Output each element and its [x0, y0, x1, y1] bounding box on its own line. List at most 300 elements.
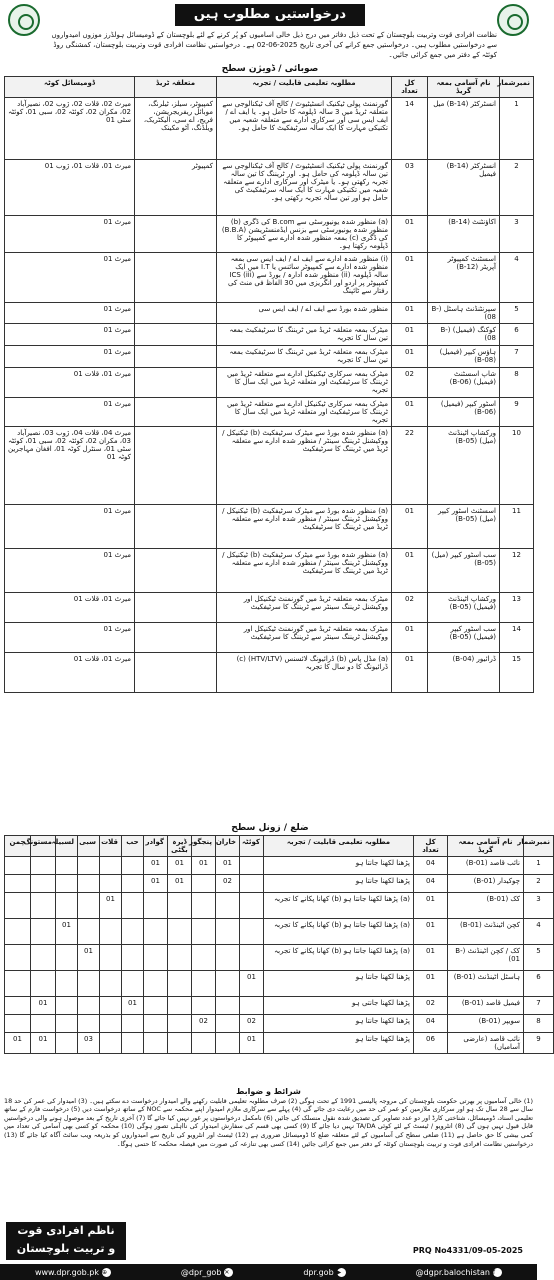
district-quota-cell	[56, 997, 78, 1015]
district-column-header: خاران	[216, 836, 240, 857]
provincial-cell-count: 22	[392, 427, 428, 505]
provincial-cell-quota: میرٹ 01	[5, 324, 135, 346]
district-cell-qual: پڑھنا لکھنا جانتا ہو	[264, 857, 414, 875]
provincial-column-header: نام آسامی بمعہ گریڈ	[428, 77, 500, 98]
provincial-cell-quota: میرٹ 01	[5, 253, 135, 303]
provincial-cell-quota: میرٹ 01	[5, 216, 135, 253]
provincial-cell-trade: کمپیوٹر، سیلز، ٹیلرنگ، موبائل ریفریجریشن، فریج، اے سی، الیکٹریک، ویلڈنگ، آٹو مکینک	[135, 98, 217, 160]
district-cell-post: سویپر (B-01)	[448, 1015, 524, 1033]
district-cell-no: 8	[524, 1015, 554, 1033]
district-quota-cell	[122, 945, 144, 971]
district-cell-post: فیمیل قاصد (B-01)	[448, 997, 524, 1015]
district-row	[5, 919, 554, 945]
district-quota-cell	[78, 857, 100, 875]
provincial-cell-count: 01	[392, 303, 428, 324]
provincial-cell-no: 3	[500, 216, 534, 253]
district-cell-no: 2	[524, 875, 554, 893]
stamp-line-2: و تربیت بلوچستان	[16, 1242, 116, 1255]
provincial-cell-count: 01	[392, 216, 428, 253]
provincial-cell-trade	[135, 303, 217, 324]
district-quota-cell	[100, 945, 122, 971]
provincial-cell-post: کوکنگ (فیمیل) (B-08)	[428, 324, 500, 346]
district-column-header: حب	[122, 836, 144, 857]
provincial-cell-count: 01	[392, 253, 428, 303]
provincial-cell-count: 02	[392, 368, 428, 398]
provincial-cell-qual: (a) منظور شدہ بورڈ سے میٹرک سرٹیفکیٹ (b) ٹیکنیکل / ووکیشنل ٹریننگ سینٹر / منظور شدہ ادارے سے متعلقہ ٹریڈ میں ٹریننگ کا سرٹیفکیٹ	[217, 549, 392, 593]
provincial-cell-qual: میٹرک بمعہ متعلقہ ٹریڈ میں گورنمنٹ ٹیکنیکل اور ووکیشنل ٹریننگ سینٹر سے ٹریننگ کا سرٹیفکیٹ	[217, 623, 392, 653]
district-quota-cell	[216, 997, 240, 1015]
district-cell-count: 01	[414, 971, 448, 997]
district-quota-cell	[240, 945, 264, 971]
provincial-cell-post: شاپ اسسٹنٹ (فیمیل) (B-06)	[428, 368, 500, 398]
district-quota-cell: 01	[168, 875, 192, 893]
district-cell-no: 5	[524, 945, 554, 971]
provincial-cell-post: اسٹور کیپر (فیمیل) (B-06)	[428, 398, 500, 427]
district-quota-cell	[144, 945, 168, 971]
district-quota-cell	[78, 875, 100, 893]
district-quota-cell	[168, 893, 192, 919]
district-quota-cell	[122, 1015, 144, 1033]
district-quota-cell	[31, 875, 56, 893]
district-column-header: مطلوبہ تعلیمی قابلیت / تجربہ	[264, 836, 414, 857]
provincial-cell-no: 14	[500, 623, 534, 653]
provincial-cell-quota: میرٹ 01، قلات 01	[5, 368, 135, 398]
district-cell-no: 4	[524, 919, 554, 945]
provincial-cell-qual: (a) منظور شدہ یونیورسٹی سے B.com کی ڈگری (b) منظور شدہ یونیورسٹی سے بزنس ایڈمنسٹریشن (B.B.A) کی ڈگری (c) بمعہ منظور شدہ ادارے سے کمپیوٹر کا ڈپلومہ رکھتا ہو۔	[217, 216, 392, 253]
provincial-cell-post: سپرنٹنڈنٹ ہاسٹل (B-08)	[428, 303, 500, 324]
web-icon: ⊕	[102, 1268, 111, 1277]
district-quota-cell	[216, 945, 240, 971]
director-stamp	[6, 1222, 126, 1260]
provincial-cell-qual: گورنمنٹ پولی ٹیکنیک انسٹیٹیوٹ / کالج آف ٹیکنالوجی سے تین سالہ ڈپلومہ کی حامل ہو۔ اور ٹریننگ کا تین سالہ تجربہ رکھتی ہو۔ یا میٹرک اور سرکاری ادارے سے متعلقہ شعبہ میں تکنیکی مہارت کا ایک سالہ سرٹیفکیٹ کی حامل ہو اور تین سالہ تجربہ رکھتی ہو۔	[217, 160, 392, 216]
government-emblem-icon	[8, 4, 40, 36]
advert-title: درخواستیں مطلوب ہیں	[175, 4, 365, 26]
provincial-cell-post: سب اسٹور کیپر (فیمیل) (B-05)	[428, 623, 500, 653]
district-quota-cell	[240, 893, 264, 919]
provincial-row	[5, 368, 534, 398]
provincial-cell-quota: میرٹ 01	[5, 549, 135, 593]
provincial-column-header: کل تعداد	[392, 77, 428, 98]
provincial-cell-trade	[135, 653, 217, 693]
twitter-icon: ✕	[224, 1268, 233, 1277]
district-quota-cell	[216, 971, 240, 997]
provincial-cell-post: انسٹرکٹر (B-14) میل	[428, 98, 500, 160]
district-cell-count: 02	[414, 997, 448, 1015]
district-column-header: قلات	[100, 836, 122, 857]
district-quota-cell	[168, 997, 192, 1015]
district-cell-qual: (a) پڑھنا لکھنا جانتا ہو (b) کھانا پکانے کا تجربہ	[264, 945, 414, 971]
district-quota-cell	[56, 971, 78, 997]
provincial-cell-count: 01	[392, 653, 428, 693]
district-row	[5, 1033, 554, 1054]
provincial-column-header: ڈومیسائل کوٹہ	[5, 77, 135, 98]
provincial-cell-trade	[135, 593, 217, 623]
district-quota-cell	[100, 971, 122, 997]
prq-number: PRQ No4331/09-05-2025	[412, 1246, 523, 1255]
header	[0, 0, 537, 62]
district-quota-cell	[31, 857, 56, 875]
terms-text: (1) خالی آسامیوں پر بھرتی حکومت بلوچستان کی مروجہ پالیسی 1991 کے تحت ہوگی (2) صرف مطلوبہ تعلیمی قابلیت رکھنے والے امیدوار درخواست دے سکتے ہیں۔ (3) امیدوار کی عمر کی حد 18 سال سے 28 سال تک ہو اور سرکاری ملازمین کو عمر کی حد میں رعایت دی جائے گی (4) پہلے سے سرکاری ملازم امیدوار اپنے محکمہ سے NOC کے ساتھ درخواست دیں (5) درخواست فارم کے ساتھ تعلیمی اسناد، ڈومیسائل، شناختی کارڈ اور دو عدد تصاویر کی تصدیق شدہ نقول منسلک کی جائیں (6) نامکمل درخواستوں پر غور نہیں کیا جائے گا (7) آخری تاریخ کے بعد موصول ہونے والی درخواستیں قابل قبول نہیں ہوں گی (8) انٹرویو / ٹیسٹ کے لئے کوئی TA/DA نہیں دیا جائے گا (9) کسی بھی قسم کی سفارش امیدوار کی نااہلی تصور ہوگی (10) محکمہ کو کسی بھی آسامی کی تعداد میں کمی بیشی کا حق حاصل ہے (11) ضلعی سطح کی آسامیوں کے لئے متعلقہ ضلع کا ڈومیسائل ضروری ہے (12) ٹیسٹ اور انٹرویو کی تاریخ سے امیدواروں کو بذریعہ ویب سائٹ آگاہ کیا جائے گا (13) درخواستیں نظامت افرادی قوت و تربیت بلوچستان کوئٹہ کے دفتر میں جمع کرائی جائیں (14) کسی بھی تنازعہ کی صورت میں فیصلہ محکمہ کا حتمی ہوگا۔	[4, 1096, 533, 1148]
district-cell-qual: پڑھنا لکھنا جانتا ہو	[264, 971, 414, 997]
provincial-table	[4, 76, 534, 693]
provincial-cell-quota: میرٹ 01، قلات 01، ژوب 01	[5, 160, 135, 216]
district-quota-cell	[100, 997, 122, 1015]
district-section-title: ضلع / زونل سطح	[231, 823, 309, 833]
district-cell-post: نائب قاصد (عارضی آسامیاں)	[448, 1033, 524, 1054]
district-quota-cell	[240, 997, 264, 1015]
district-quota-cell	[5, 857, 31, 875]
district-quota-cell	[56, 875, 78, 893]
provincial-cell-quota: میرٹ 01، قلات 01	[5, 653, 135, 693]
provincial-cell-no: 12	[500, 549, 534, 593]
provincial-cell-no: 5	[500, 303, 534, 324]
district-table	[4, 835, 554, 1054]
social-link[interactable]	[181, 1268, 234, 1277]
provincial-cell-post: ہاؤس کیپر (فیمیل) (B-08)	[428, 346, 500, 368]
district-quota-cell	[31, 971, 56, 997]
district-cell-count: 04	[414, 1015, 448, 1033]
provincial-cell-no: 8	[500, 368, 534, 398]
stamp-line-1: ناظم افرادی قوت	[17, 1224, 115, 1237]
provincial-cell-quota: میرٹ 01	[5, 623, 135, 653]
district-quota-cell	[56, 945, 78, 971]
provincial-row	[5, 398, 534, 427]
district-cell-post: نائب قاصد (B-01)	[448, 857, 524, 875]
district-quota-cell	[100, 1033, 122, 1054]
provincial-cell-qual: (a) منظور شدہ بورڈ سے میٹرک سرٹیفکیٹ (b) ٹیکنیکل / ووکیشنل ٹریننگ سینٹر / منظور شدہ ادارے سے متعلقہ ٹریڈ میں ٹریننگ کا سرٹیفکیٹ	[217, 505, 392, 549]
district-quota-cell: 01	[5, 1033, 31, 1054]
district-quota-cell	[5, 997, 31, 1015]
provincial-cell-post: سب اسٹور کیپر (میل) (B-05)	[428, 549, 500, 593]
provincial-cell-no: 9	[500, 398, 534, 427]
district-row	[5, 945, 554, 971]
district-quota-cell	[56, 1015, 78, 1033]
youtube-icon: ▶	[337, 1268, 346, 1277]
provincial-cell-trade: کمپیوٹر	[135, 160, 217, 216]
district-cell-count: 04	[414, 875, 448, 893]
provincial-cell-qual: میٹرک بمعہ متعلقہ ٹریڈ میں ٹریننگ کا سرٹیفکیٹ بمعہ تین سال کا تجربہ	[217, 324, 392, 346]
district-cell-no: 7	[524, 997, 554, 1015]
social-link[interactable]	[303, 1268, 345, 1277]
district-column-header: کوئٹہ	[240, 836, 264, 857]
district-column-header: پنجگور	[192, 836, 216, 857]
district-quota-cell	[56, 1033, 78, 1054]
district-quota-cell	[56, 893, 78, 919]
terms-title: شرائط و ضوابط	[236, 1087, 301, 1096]
district-quota-cell	[56, 857, 78, 875]
provincial-row	[5, 303, 534, 324]
footer	[0, 1222, 537, 1280]
district-quota-cell	[78, 971, 100, 997]
district-cell-post: چوکیدار (B-01)	[448, 875, 524, 893]
facebook-icon: f	[493, 1268, 502, 1277]
district-row	[5, 1015, 554, 1033]
district-cell-qual: (a) پڑھنا لکھنا جانتا ہو (b) کھانا پکانے کا تجربہ	[264, 919, 414, 945]
district-quota-cell	[5, 919, 31, 945]
provincial-cell-no: 4	[500, 253, 534, 303]
provincial-cell-trade	[135, 216, 217, 253]
provincial-cell-trade	[135, 324, 217, 346]
district-quota-cell	[144, 1015, 168, 1033]
district-quota-cell: 01	[192, 857, 216, 875]
district-quota-cell	[144, 893, 168, 919]
district-cell-qual: پڑھنا لکھنا جانتا ہو	[264, 875, 414, 893]
district-quota-cell	[122, 971, 144, 997]
provincial-cell-no: 6	[500, 324, 534, 346]
provincial-cell-count: 02	[392, 593, 428, 623]
provincial-row	[5, 623, 534, 653]
district-cell-no: 1	[524, 857, 554, 875]
district-quota-cell	[78, 1015, 100, 1033]
provincial-cell-quota: میرٹ 02، قلات 02، ژوب 02، نصیرآباد 02، مکران 02، کوئٹہ 02، سبی 01، کوئٹہ سٹی 01	[5, 98, 135, 160]
provincial-cell-count: 14	[392, 98, 428, 160]
district-quota-cell: 01	[216, 857, 240, 875]
district-cell-no: 9	[524, 1033, 554, 1054]
district-quota-cell	[168, 971, 192, 997]
district-column-header: نمبرشمار	[524, 836, 554, 857]
district-column-header: مستونگ	[31, 836, 56, 857]
district-quota-cell	[168, 1033, 192, 1054]
provincial-cell-post: ورکشاپ اٹینڈنٹ (میل) (B-05)	[428, 427, 500, 505]
district-quota-cell: 01	[122, 997, 144, 1015]
district-quota-cell	[216, 1033, 240, 1054]
provincial-row	[5, 98, 534, 160]
provincial-cell-quota: میرٹ 01	[5, 346, 135, 368]
district-quota-cell	[192, 875, 216, 893]
district-quota-cell	[192, 919, 216, 945]
provincial-column-header: نمبرشمار	[500, 77, 534, 98]
district-row	[5, 893, 554, 919]
district-quota-cell	[5, 1015, 31, 1033]
district-quota-cell: 01	[31, 1033, 56, 1054]
district-quota-cell	[5, 945, 31, 971]
provincial-cell-trade	[135, 549, 217, 593]
provincial-cell-quota: میرٹ 01	[5, 505, 135, 549]
district-column-header: کل تعداد	[414, 836, 448, 857]
social-link-text: @dpr_gob	[180, 1267, 222, 1277]
provincial-cell-no: 7	[500, 346, 534, 368]
district-cell-qual: پڑھنا لکھنا جانتی ہو	[264, 997, 414, 1015]
provincial-cell-trade	[135, 623, 217, 653]
district-quota-cell	[192, 997, 216, 1015]
provincial-row	[5, 160, 534, 216]
district-column-header: نام آسامی بمعہ گریڈ	[448, 836, 524, 857]
district-quota-cell	[168, 945, 192, 971]
district-quota-cell	[31, 919, 56, 945]
social-link-text: dpr.gob	[303, 1267, 334, 1277]
district-cell-post: کچن اٹینڈنٹ (B-01)	[448, 919, 524, 945]
district-quota-cell	[5, 971, 31, 997]
provincial-row	[5, 549, 534, 593]
social-links-bar	[0, 1264, 537, 1280]
district-quota-cell	[122, 919, 144, 945]
provincial-cell-trade	[135, 346, 217, 368]
social-link[interactable]	[416, 1268, 502, 1277]
provincial-cell-quota: میرٹ 01	[5, 303, 135, 324]
provincial-cell-qual: میٹرک بمعہ سرکاری ٹیکنیکل ادارے سے متعلقہ ٹریڈ میں ٹریننگ کا سرٹیفکیٹ اور متعلقہ ٹریڈ میں ایک سال کا تجربہ	[217, 398, 392, 427]
district-row	[5, 971, 554, 997]
district-quota-cell	[31, 1015, 56, 1033]
intro-text: نظامت افرادی قوت وتربیت بلوچستان کے تحت ذیل دفاتر میں درج ذیل خالی اسامیوں کو پُر کرنے کے لئے بلوچستان کے ڈومیسائل ہولڈرز موزوں امیدواروں سے درخواستیں مطلوب ہیں۔ درخواستیں جمع کرانے کی آخری تاریخ 2025-06-02 ہے۔ درخواستیں نظامت افرادی قوت وتربیت بلوچستان، کمشنگی روڈ کوئٹہ کے دفتر میں جمع کرائی جائیں۔	[51, 31, 497, 59]
district-quota-cell	[240, 919, 264, 945]
provincial-cell-qual: منظور شدہ بورڈ سے ایف اے / ایف ایس سی	[217, 303, 392, 324]
district-cell-qual: پڑھنا لکھنا جانتا ہو	[264, 1033, 414, 1054]
provincial-row	[5, 653, 534, 693]
district-cell-qual: (a) پڑھنا لکھنا جانتا ہو (b) کھانا پکانے کا تجربہ	[264, 893, 414, 919]
provincial-cell-count: 01	[392, 549, 428, 593]
district-column-header: گوادر	[144, 836, 168, 857]
provincial-row	[5, 505, 534, 549]
district-quota-cell	[144, 997, 168, 1015]
district-quota-cell	[240, 875, 264, 893]
district-cell-no: 6	[524, 971, 554, 997]
provincial-cell-no: 13	[500, 593, 534, 623]
district-quota-cell	[168, 919, 192, 945]
provincial-cell-qual: میٹرک بمعہ متعلقہ ٹریڈ میں گورنمنٹ ٹیکنیکل اور ووکیشنل ٹریننگ سینٹر سے ٹریننگ کا سرٹیفکیٹ	[217, 593, 392, 623]
provincial-cell-qual: میٹرک بمعہ سرکاری ٹیکنیکل ادارے سے متعلقہ ٹریڈ میں ٹریننگ کا سرٹیفکیٹ اور متعلقہ ٹریڈ میں ایک سال کا تجربہ	[217, 368, 392, 398]
district-cell-count: 01	[414, 893, 448, 919]
terms-and-conditions	[4, 1088, 533, 1148]
provincial-cell-qual: (i) منظور شدہ ادارے سے ایف اے / ایف ایس سی بمعہ منظور شدہ ادارے سے کمپیوٹر سائنس یا I.T میں ایک سالہ ڈپلومہ (ii) منظور شدہ ادارہ / بورڈ سے ICS (iii) کمپیوٹر پر اردو اور انگریزی میں 30 الفاظ فی منٹ کی رفتار سے ٹائپنگ	[217, 253, 392, 303]
provincial-cell-qual: میٹرک بمعہ متعلقہ ٹریڈ میں ٹریننگ کا سرٹیفکیٹ بمعہ تین سال کا تجربہ	[217, 346, 392, 368]
district-quota-cell	[192, 971, 216, 997]
district-row	[5, 857, 554, 875]
district-quota-cell: 01	[144, 875, 168, 893]
district-quota-cell: 01	[168, 857, 192, 875]
district-quota-cell: 01	[240, 1033, 264, 1054]
provincial-cell-qual: گورنمنٹ پولی ٹیکنیک انسٹیٹیوٹ / کالج آف ٹیکنالوجی سے متعلقہ ٹریڈ میں 3 سالہ ڈپلومہ کا حامل ہو۔ یا ایف اے / ایف ایس سی اور سرکاری ادارے سے متعلقہ شعبہ میں تکنیکی مہارت کا ایک سالہ سرٹیفکیٹ کا حامل ہو۔	[217, 98, 392, 160]
provincial-cell-no: 1	[500, 98, 534, 160]
provincial-cell-post: ڈرائیور (B-04)	[428, 653, 500, 693]
district-quota-cell	[192, 1033, 216, 1054]
district-quota-cell	[100, 875, 122, 893]
district-quota-cell	[192, 893, 216, 919]
provincial-section-title: صوبائی / ڈویژن سطح	[221, 64, 319, 74]
district-quota-cell	[122, 893, 144, 919]
provincial-row	[5, 216, 534, 253]
district-cell-count: 01	[414, 919, 448, 945]
district-quota-cell	[100, 857, 122, 875]
district-quota-cell	[144, 919, 168, 945]
provincial-cell-no: 15	[500, 653, 534, 693]
provincial-cell-count: 01	[392, 346, 428, 368]
provincial-cell-count: 03	[392, 160, 428, 216]
social-link-text: www.dpr.gob.pk	[34, 1267, 99, 1277]
provincial-cell-trade	[135, 505, 217, 549]
district-cell-count: 04	[414, 857, 448, 875]
district-quota-cell	[216, 1015, 240, 1033]
district-quota-cell	[122, 1033, 144, 1054]
district-quota-cell	[31, 893, 56, 919]
provincial-cell-no: 10	[500, 427, 534, 505]
district-quota-cell	[78, 997, 100, 1015]
district-quota-cell: 02	[192, 1015, 216, 1033]
provincial-cell-count: 01	[392, 623, 428, 653]
district-quota-cell	[78, 893, 100, 919]
district-quota-cell	[192, 945, 216, 971]
provincial-row	[5, 346, 534, 368]
provincial-cell-no: 11	[500, 505, 534, 549]
provincial-column-header: مطلوبہ تعلیمی قابلیت / تجربہ	[217, 77, 392, 98]
provincial-cell-post: ورکشاپ اٹینڈنٹ (فیمیل) (B-05)	[428, 593, 500, 623]
provincial-cell-quota: میرٹ 01	[5, 398, 135, 427]
district-quota-cell: 02	[216, 875, 240, 893]
district-cell-post: ہاسٹل اٹینڈنٹ (B-01)	[448, 971, 524, 997]
provincial-row	[5, 427, 534, 505]
provincial-cell-quota: میرٹ 01، قلات 01	[5, 593, 135, 623]
provincial-cell-trade	[135, 427, 217, 505]
district-quota-cell	[240, 857, 264, 875]
district-quota-cell: 03	[78, 1033, 100, 1054]
district-quota-cell	[216, 919, 240, 945]
district-column-header: سبی	[78, 836, 100, 857]
provincial-cell-count: 01	[392, 505, 428, 549]
district-quota-cell: 01	[78, 945, 100, 971]
provincial-cell-count: 01	[392, 398, 428, 427]
district-quota-cell	[144, 1033, 168, 1054]
district-quota-cell	[31, 945, 56, 971]
provincial-row	[5, 593, 534, 623]
department-logo-icon	[497, 4, 529, 36]
district-quota-cell	[100, 919, 122, 945]
district-quota-cell: 01	[240, 971, 264, 997]
district-quota-cell: 01	[100, 893, 122, 919]
provincial-cell-post: اسسٹنٹ اسٹور کیپر (میل) (B-05)	[428, 505, 500, 549]
district-quota-cell	[216, 893, 240, 919]
district-quota-cell	[168, 1015, 192, 1033]
district-quota-cell	[5, 893, 31, 919]
provincial-cell-trade	[135, 253, 217, 303]
district-quota-cell	[78, 919, 100, 945]
district-quota-cell: 01	[56, 919, 78, 945]
provincial-cell-trade	[135, 398, 217, 427]
district-quota-cell: 01	[31, 997, 56, 1015]
district-quota-cell	[5, 875, 31, 893]
district-quota-cell	[144, 971, 168, 997]
district-cell-no: 3	[524, 893, 554, 919]
district-quota-cell	[122, 857, 144, 875]
provincial-cell-post: اسسٹنٹ کمپیوٹر آپریٹر (B-12)	[428, 253, 500, 303]
provincial-cell-post: انسٹرکٹر (B-14) فیمیل	[428, 160, 500, 216]
provincial-cell-count: 01	[392, 324, 428, 346]
district-column-header: چمن	[5, 836, 31, 857]
provincial-cell-post: اکاؤنٹنٹ (B-14)	[428, 216, 500, 253]
district-cell-count: 06	[414, 1033, 448, 1054]
district-quota-cell: 01	[144, 857, 168, 875]
district-row	[5, 997, 554, 1015]
social-link[interactable]	[35, 1268, 111, 1277]
provincial-cell-trade	[135, 368, 217, 398]
provincial-cell-qual: (a) منظور شدہ بورڈ سے میٹرک سرٹیفکیٹ (b) ٹیکنیکل / ووکیشنل ٹریننگ سینٹر / منظور شدہ ادارے سے متعلقہ ٹریڈ میں ٹریننگ کا سرٹیفکیٹ	[217, 427, 392, 505]
district-cell-count: 01	[414, 945, 448, 971]
district-quota-cell	[100, 1015, 122, 1033]
district-quota-cell	[122, 875, 144, 893]
district-cell-post: کک (B-01)	[448, 893, 524, 919]
provincial-cell-quota: میرٹ 04، قلات 04، ژوب 03، نصیرآباد 03، مکران 02، کوئٹہ 02، سبی 01، کوئٹہ سٹی 01، سنٹرل کوٹہ 01، افغان مہاجرین کوٹہ 01	[5, 427, 135, 505]
district-column-header: لسبیلہ	[56, 836, 78, 857]
district-row	[5, 875, 554, 893]
district-column-header: ڈیرہ بگٹی	[168, 836, 192, 857]
provincial-cell-qual: (a) مڈل پاس (b) ڈرائیونگ لائسنس (HTV/LTV) (c) ڈرائیونگ کا دو سال کا تجربہ	[217, 653, 392, 693]
provincial-row	[5, 324, 534, 346]
district-quota-cell: 02	[240, 1015, 264, 1033]
provincial-column-header: متعلقہ ٹریڈ	[135, 77, 217, 98]
social-link-text: @dgpr.balochistan	[415, 1267, 490, 1277]
provincial-cell-no: 2	[500, 160, 534, 216]
district-cell-qual: پڑھنا لکھنا جانتا ہو	[264, 1015, 414, 1033]
provincial-row	[5, 253, 534, 303]
district-cell-post: کک / کچن اٹینڈنٹ (B-01)	[448, 945, 524, 971]
